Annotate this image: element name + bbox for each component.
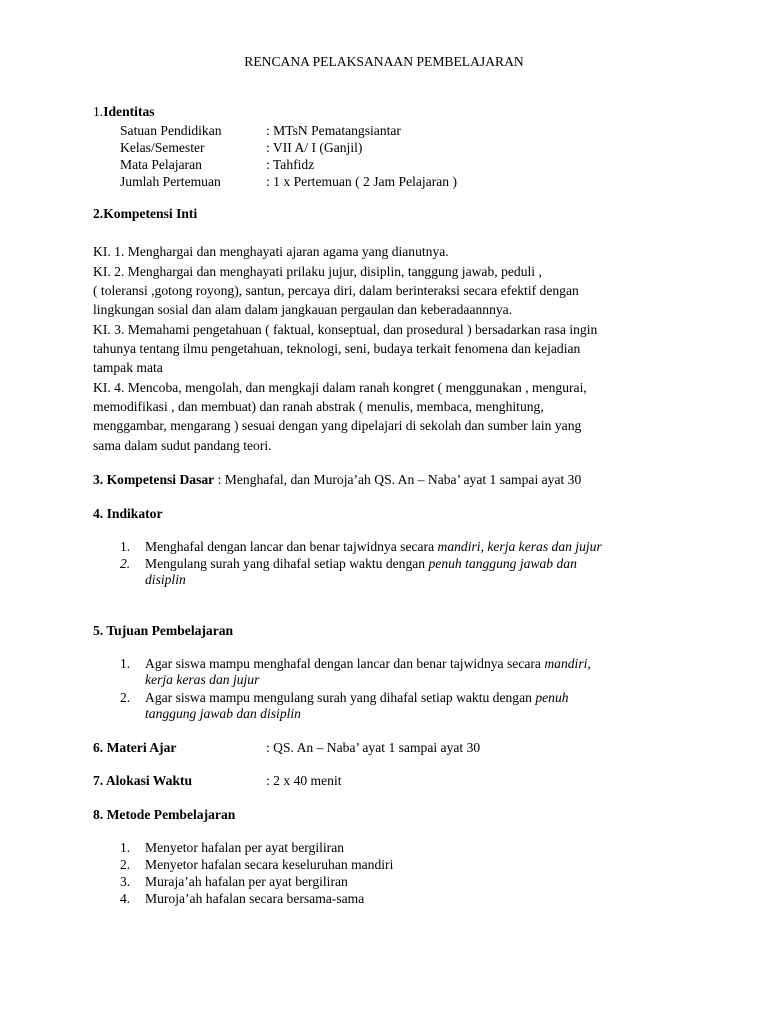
ki-line: KI. 2. Menghargai dan menghayati prilaku jujur, disiplin, tanggung jawab, peduli , (93, 264, 542, 279)
identitas-heading (93, 104, 155, 120)
list-item-text: Mengulang surah yang dihafal setiap waktu dengan (145, 556, 429, 571)
tujuan-heading: 5. Tujuan Pembelajaran (93, 623, 234, 638)
list-item (145, 690, 569, 706)
list-item: Muroja’ah hafalan secara bersama-sama (145, 891, 365, 906)
ki-line: lingkungan sosial dan alam dalam jangkauan pergaulan dan keberadaannnya. (93, 302, 513, 317)
identitas-label: Kelas/Semester (120, 140, 205, 155)
list-item-continuation: kerja keras dan jujur (145, 672, 260, 687)
list-number: 1. (120, 539, 131, 554)
ki-line: ( toleransi ,gotong royong), santun, percaya diri, dalam berinteraksi secara efektif dengan (93, 283, 579, 298)
document-title: RENCANA PELAKSANAAN PEMBELAJARAN (244, 54, 524, 69)
list-number: 2. (120, 857, 131, 872)
list-number: 1. (120, 656, 131, 671)
identitas-value: : 1 x Pertemuan ( 2 Jam Pelajaran ) (266, 174, 458, 189)
ki-line: KI. 4. Mencoba, mengolah, dan mengkaji dalam ranah kongret ( menggunakan , mengurai, (93, 380, 587, 395)
ki-line: tahunya tentang ilmu pengetahuan, teknologi, seni, budaya terkait fenomena dan kejadian (93, 341, 581, 356)
kompetensi-inti-heading: 2.Kompetensi Inti (93, 206, 198, 221)
materi-value: : QS. An – Naba’ ayat 1 sampai ayat 30 (266, 740, 481, 755)
materi-heading: 6. Materi Ajar (93, 740, 177, 755)
metode-heading: 8. Metode Pembelajaran (93, 807, 236, 822)
identitas-label: Satuan Pendidikan (120, 123, 222, 138)
indikator-heading: 4. Indikator (93, 506, 163, 521)
list-item: Muraja’ah hafalan per ayat bergiliran (145, 874, 348, 889)
identitas-value: : MTsN Pematangsiantar (266, 123, 401, 138)
list-item-italic: mandiri, (544, 656, 591, 671)
ki-line: memodifikasi , dan membuat) dan ranah abstrak ( menulis, membaca, menghitung, (93, 399, 544, 414)
list-item-continuation: disiplin (145, 572, 186, 587)
list-item (145, 656, 591, 672)
list-number: 2. (120, 556, 131, 571)
list-item-text: Agar siswa mampu menghafal dengan lancar dan benar tajwidnya secara (145, 656, 545, 671)
identitas-label: Mata Pelajaran (120, 157, 202, 172)
identitas-label: Jumlah Pertemuan (120, 174, 221, 189)
list-number: 3. (120, 874, 131, 889)
list-item: Menyetor hafalan per ayat bergiliran (145, 840, 345, 855)
list-item-text: Menghafal dengan lancar dan benar tajwidnya secara (145, 539, 438, 554)
ki-line: tampak mata (93, 360, 163, 375)
list-item: Menyetor hafalan secara keseluruhan mandiri (145, 857, 394, 872)
list-item-italic: mandiri, kerja keras dan jujur (437, 539, 602, 554)
ki-line: KI. 1. Menghargai dan menghayati ajaran agama yang dianutnya. (93, 244, 449, 259)
identitas-value: : VII A/ I (Ganjil) (266, 140, 363, 155)
ki-line: menggambar, mengarang ) sesuai dengan yang dipelajari di sekolah dan sumber lain yang (93, 418, 582, 433)
identitas-value: : Tahfidz (266, 157, 315, 172)
identitas-heading-text: Identitas (103, 104, 155, 119)
list-item-italic: penuh tanggung jawab dan (428, 556, 577, 571)
ki-line: KI. 3. Memahami pengetahuan ( faktual, konseptual, dan prosedural ) bersadarkan rasa ingin (93, 322, 598, 337)
alokasi-value: : 2 x 40 menit (266, 773, 342, 788)
list-number: 1. (120, 840, 131, 855)
list-number: 2. (120, 690, 131, 705)
list-item (145, 539, 602, 555)
list-number: 4. (120, 891, 131, 906)
list-item-italic: penuh (535, 690, 569, 705)
kompetensi-dasar-heading: 3. Kompetensi Dasar (93, 472, 215, 487)
identitas-number: 1. (93, 104, 104, 119)
list-item-text: Agar siswa mampu mengulang surah yang dihafal setiap waktu dengan (145, 690, 536, 705)
kompetensi-dasar (93, 472, 581, 488)
alokasi-heading: 7. Alokasi Waktu (93, 773, 193, 788)
kompetensi-dasar-text: : Menghafal, dan Muroja’ah QS. An – Naba’ ayat 1 sampai ayat 30 (214, 472, 582, 487)
list-item (145, 556, 577, 572)
list-item-continuation: tanggung jawab dan disiplin (145, 706, 301, 721)
ki-line: sama dalam sudut pandang teori. (93, 438, 272, 453)
